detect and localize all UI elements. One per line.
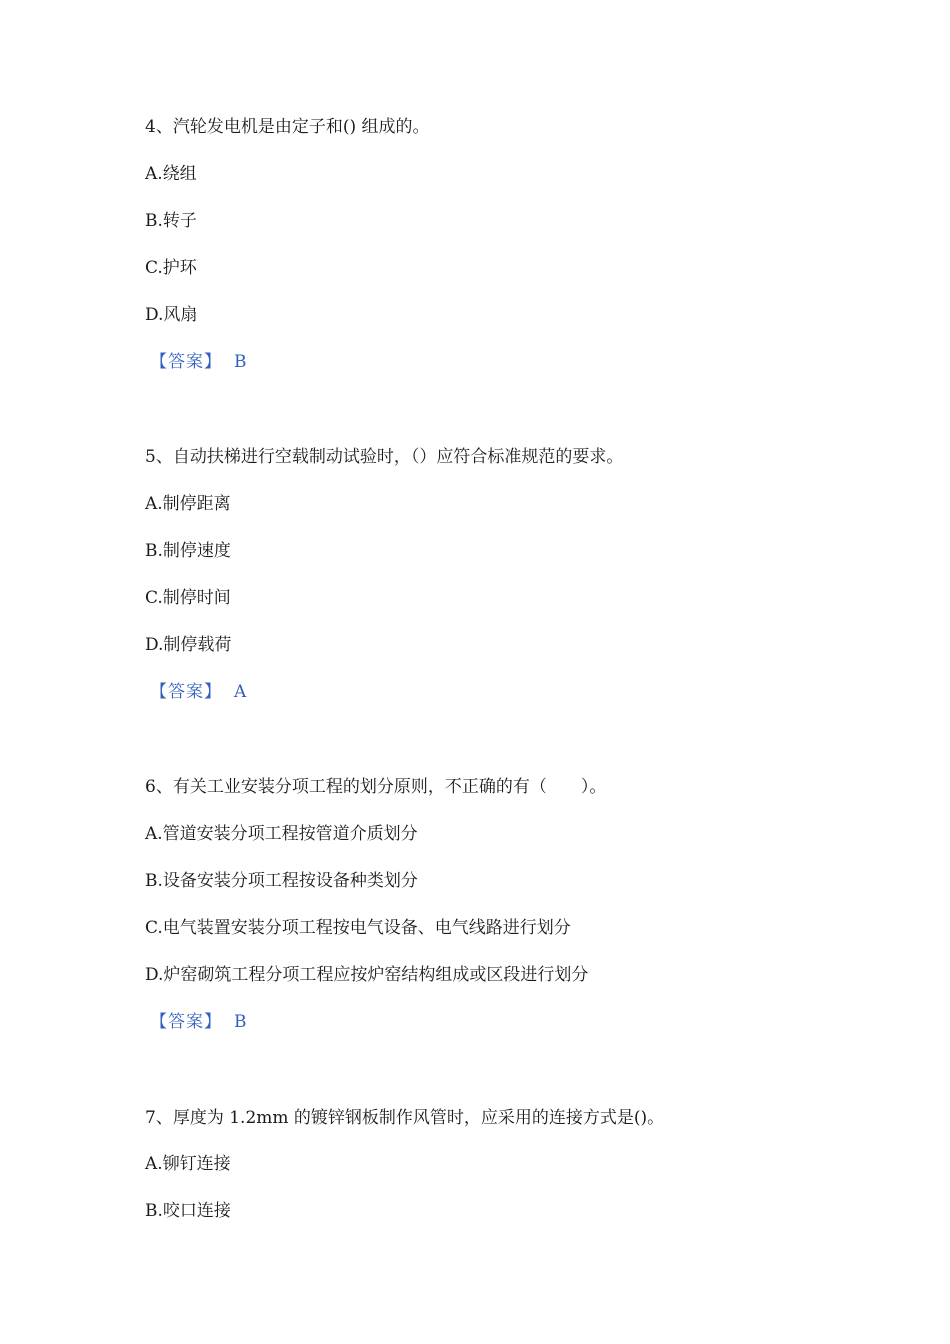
answer-value: B	[234, 1012, 247, 1032]
answer-value: B	[234, 352, 247, 372]
question-7-stem: 7、厚度为 1.2mm 的镀锌钢板制作风管时，应采用的连接方式是()。	[145, 1108, 665, 1128]
question-4-answer	[150, 351, 247, 373]
question-5-answer	[150, 681, 246, 703]
answer-value: A	[234, 682, 247, 702]
question-5-stem: 5、自动扶梯进行空载制动试验时，（）应符合标准规范的要求。	[145, 447, 624, 467]
question-5-option-b: B.制停速度	[145, 541, 231, 561]
question-6-option-c: C.电气装置安装分项工程按电气设备、电气线路进行划分	[145, 918, 571, 938]
question-6-stem: 6、有关工业安装分项工程的划分原则，不正确的有（ ）。	[145, 777, 607, 797]
question-6-answer	[150, 1011, 247, 1033]
question-7-option-a: A.铆钉连接	[145, 1154, 231, 1174]
question-4-option-b: B.转子	[145, 211, 197, 231]
answer-label: 【答案】	[150, 682, 222, 702]
question-4-option-a: A.绕组	[145, 164, 197, 184]
question-7-option-b: B.咬口连接	[145, 1201, 231, 1221]
question-6-option-d: D.炉窑砌筑工程分项工程应按炉窑结构组成或区段进行划分	[145, 965, 589, 985]
question-4-option-d: D.风扇	[145, 305, 198, 325]
question-5-option-a: A.制停距离	[145, 494, 231, 514]
question-6-option-a: A.管道安装分项工程按管道介质划分	[145, 824, 418, 844]
question-4-option-c: C.护环	[145, 258, 197, 278]
question-5-option-c: C.制停时间	[145, 588, 231, 608]
question-4-stem: 4、汽轮发电机是由定子和() 组成的。	[145, 117, 430, 137]
question-5-option-d: D.制停载荷	[145, 635, 232, 655]
question-6-option-b: B.设备安装分项工程按设备种类划分	[145, 871, 418, 891]
answer-label: 【答案】	[150, 1012, 222, 1032]
answer-label: 【答案】	[150, 352, 222, 372]
